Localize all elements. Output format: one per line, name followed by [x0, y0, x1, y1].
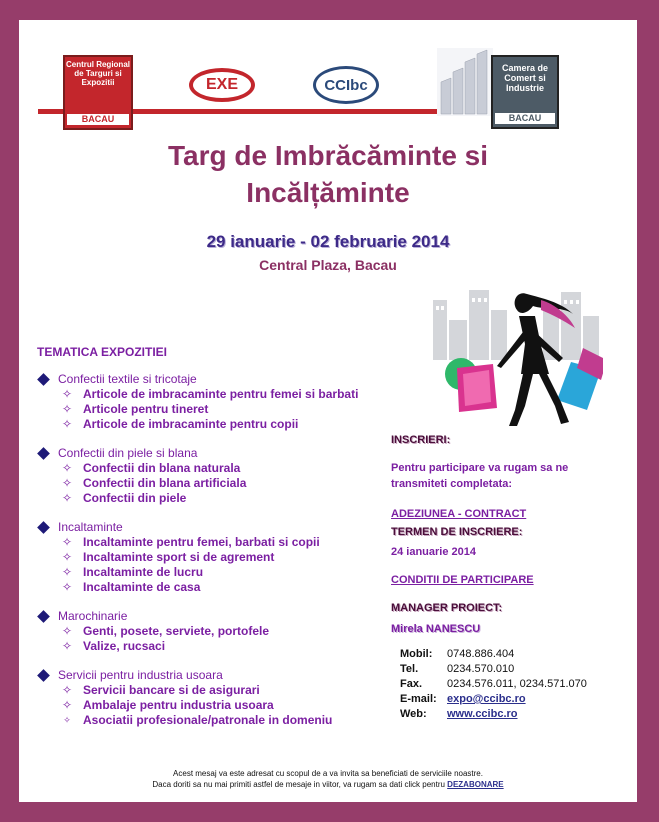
contact-label: Tel.	[400, 663, 419, 675]
star-bullet-icon: ✧	[61, 417, 73, 431]
registration-heading: INSCRIERI:	[391, 434, 451, 446]
ccibc-logo-text: Camera de Comert si Industrie	[501, 63, 549, 93]
theme-item: Incaltaminte sport si de agrement	[83, 550, 275, 564]
contact-row-mobile	[400, 647, 587, 662]
ctr-logo-text: Centrul Regional de Targuri si Expozitii	[65, 60, 130, 87]
footer-line2: Daca doriti sa nu mai primiti astfel de mesaje in viitor, va rugam sa dati click pentru	[152, 780, 445, 789]
manager-name: Mirela NANESCU	[391, 623, 481, 635]
contact-value: 0234.576.011, 0234.571.070	[447, 678, 587, 690]
shopping-woman-illustration	[423, 270, 603, 430]
contact-row-web	[400, 707, 587, 722]
footer-notice	[19, 768, 637, 790]
exe-logo[interactable]	[189, 68, 255, 102]
contact-label: Mobil:	[400, 648, 433, 660]
diamond-bullet-icon	[37, 669, 50, 682]
theme-item: Confectii din blana naturala	[83, 461, 241, 475]
contact-details	[400, 647, 587, 722]
contact-value: 0748.886.404	[447, 648, 515, 660]
theme-group	[37, 609, 377, 654]
theme-item: Ambalaje pentru industria usoara	[83, 698, 274, 712]
diamond-bullet-icon	[37, 521, 50, 534]
contact-row-email	[400, 692, 587, 707]
contact-row-phone	[400, 662, 587, 677]
theme-group	[37, 446, 377, 506]
theme-group-title: Marochinarie	[58, 609, 128, 623]
theme-item: Incaltaminte de lucru	[83, 565, 204, 579]
theme-item: Valize, rucsaci	[83, 639, 166, 653]
email-link[interactable]: expo@ccibc.ro	[447, 693, 526, 705]
website-link[interactable]: www.ccibc.ro	[447, 708, 518, 720]
diamond-bullet-icon	[37, 610, 50, 623]
star-bullet-icon: ✧	[61, 535, 73, 549]
star-bullet-icon: ✧	[61, 698, 73, 712]
ccibc-oval-logo[interactable]	[313, 66, 379, 104]
contact-value: 0234.570.010	[447, 663, 515, 675]
exe-logo-text: EXE	[205, 76, 238, 93]
event-venue: Central Plaza, Bacau	[259, 257, 397, 273]
theme-item: Asociatii profesionale/patronale in domeniu	[83, 713, 333, 727]
registration-text-line1: Pentru participare va rugam sa ne	[391, 462, 569, 474]
diamond-bullet-icon	[37, 447, 50, 460]
ctr-logo-city: BACAU	[67, 114, 129, 125]
star-bullet-icon: ✧	[61, 550, 73, 564]
contact-label: Fax.	[400, 678, 423, 690]
theme-group-title: Confectii din piele si blana	[58, 446, 198, 460]
eu-flags-logo	[437, 48, 493, 116]
star-bullet-icon: ✧	[61, 461, 73, 475]
theme-item: Servicii bancare si de asigurari	[83, 683, 260, 697]
theme-item: Confectii din blana artificiala	[83, 476, 247, 490]
theme-item: Incaltaminte pentru femei, barbati si copii	[83, 535, 320, 549]
footer-line1: Acest mesaj va este adresat cu scopul de a va invita sa beneficiati de serviciile noastre.	[173, 769, 483, 778]
contact-label: Web:	[400, 708, 427, 720]
star-bullet-icon: ✧	[61, 491, 73, 505]
contact-label: E-mail:	[400, 693, 437, 705]
theme-item: Genti, posete, serviete, portofele	[83, 624, 270, 638]
contract-link[interactable]: ADEZIUNEA - CONTRACT	[391, 508, 527, 520]
star-bullet-icon: ✧	[61, 639, 73, 653]
manager-heading: MANAGER PROIECT:	[391, 602, 503, 614]
page-title-line2: Incălțăminte	[246, 177, 410, 208]
star-bullet-icon: ✧	[61, 624, 73, 638]
theme-group-title: Servicii pentru industria usoara	[58, 668, 223, 682]
unsubscribe-link[interactable]: DEZABONARE	[447, 780, 504, 789]
star-bullet-icon: ✧	[61, 580, 73, 594]
deadline-heading: TERMEN DE INSCRIERE:	[391, 526, 523, 538]
theme-group	[37, 520, 377, 595]
star-bullet-icon: ✧	[61, 565, 73, 579]
ccibc-logo-city: BACAU	[495, 113, 555, 124]
star-bullet-icon: ✧	[61, 476, 73, 490]
event-dates: 29 ianuarie - 02 februarie 2014	[206, 232, 450, 251]
star-bullet-icon: ✧	[61, 683, 73, 697]
contact-row-fax	[400, 677, 587, 692]
theme-item: Articole de imbracaminte pentru copii	[83, 417, 299, 431]
deadline-date: 24 ianuarie 2014	[391, 546, 477, 558]
newsletter-page	[19, 20, 637, 802]
diamond-bullet-icon	[37, 373, 50, 386]
star-bullet-icon: ✧	[63, 715, 71, 725]
theme-group-title: Incaltaminte	[58, 520, 123, 534]
ccibc-oval-text: CCIbc	[324, 76, 368, 94]
conditions-link[interactable]: CONDITII DE PARTICIPARE	[391, 574, 534, 586]
theme-item: Incaltaminte de casa	[83, 580, 201, 594]
star-bullet-icon: ✧	[61, 402, 73, 416]
footer-line2-wrap	[19, 779, 637, 790]
ctr-logo[interactable]	[63, 55, 133, 130]
theme-group	[37, 668, 377, 728]
theme-item: Articole pentru tineret	[83, 402, 209, 416]
star-bullet-icon: ✧	[61, 387, 73, 401]
page-title-line1: Targ de Imbrăcăminte si	[167, 140, 489, 171]
ccibc-logo[interactable]	[491, 55, 559, 129]
theme-group-title: Confectii textile si tricotaje	[58, 372, 197, 386]
themes-heading: TEMATICA EXPOZITIEI	[37, 345, 168, 359]
theme-item: Articole de imbracaminte pentru femei si barbati	[83, 387, 359, 401]
theme-item: Confectii din piele	[83, 491, 187, 505]
theme-group	[37, 372, 377, 432]
registration-text-line2: transmiteti completata:	[391, 478, 513, 490]
